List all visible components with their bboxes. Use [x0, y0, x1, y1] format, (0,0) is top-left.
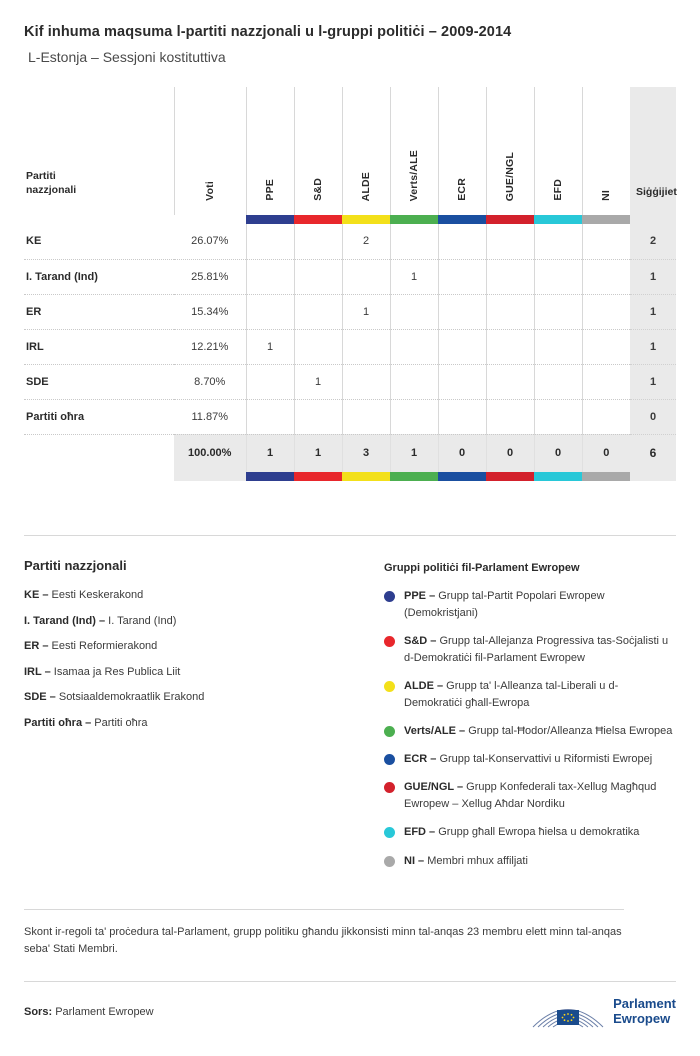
- row-seats-guengl: [486, 259, 534, 294]
- legend-national-abbr: IRL –: [24, 665, 51, 678]
- header-cell-group-1: [294, 87, 342, 215]
- row-party-name: Partiti oħra: [24, 399, 174, 434]
- row-vote-share: 12.21%: [174, 329, 246, 364]
- legend-group-color-dot: [384, 827, 395, 838]
- row-seats-efd: [534, 224, 582, 259]
- strip-bottom-vertsale: [390, 472, 438, 481]
- strip-bottom-blank-party: [24, 472, 174, 481]
- row-seats-efd: [534, 329, 582, 364]
- legend-group-abbr: ECR –: [404, 753, 437, 766]
- total-seats-ni: 0: [582, 434, 630, 472]
- row-total-seats: 0: [630, 399, 676, 434]
- group-color-strip-top: [24, 215, 676, 224]
- total-seats-alde: 3: [342, 434, 390, 472]
- row-seats-guengl: [486, 224, 534, 259]
- row-seats-guengl: [486, 329, 534, 364]
- swatch-efd: [534, 215, 582, 224]
- ep-logo-line2: Ewropew: [613, 1010, 671, 1026]
- row-vote-share: 15.34%: [174, 294, 246, 329]
- header-cell-group-5: [486, 87, 534, 215]
- swatch-bottom-guengl: [486, 472, 534, 481]
- strip-ni: [582, 215, 630, 224]
- legend-group-text: [404, 751, 652, 768]
- legend-national-title: Partiti nazzjonali: [24, 558, 127, 573]
- ep-logo-text: [613, 997, 676, 1027]
- header-cell-group-3: [390, 87, 438, 215]
- seat-distribution-table: [24, 87, 676, 481]
- swatch-bottom-sd: [294, 472, 342, 481]
- swatch-ppe: [246, 215, 294, 224]
- row-seats-ecr: [438, 294, 486, 329]
- row-seats-sd: [294, 329, 342, 364]
- total-seats-all: 6: [630, 434, 676, 472]
- row-seats-ppe: [246, 294, 294, 329]
- row-seats-vertsale: [390, 294, 438, 329]
- total-seats-sd: 1: [294, 434, 342, 472]
- swatch-guengl: [486, 215, 534, 224]
- row-seats-ppe: [246, 224, 294, 259]
- row-seats-guengl: [486, 399, 534, 434]
- row-party-name: I. Tarand (Ind): [24, 259, 174, 294]
- legend-national-item: [24, 664, 370, 681]
- row-party-name: KE: [24, 224, 174, 259]
- legend-group-color-dot: [384, 754, 395, 765]
- strip-guengl: [486, 215, 534, 224]
- votes-column-label: Voti: [204, 181, 216, 201]
- strip-blank-votes: [174, 215, 246, 224]
- header-cell-group-6: [534, 87, 582, 215]
- swatch-bottom-ecr: [438, 472, 486, 481]
- row-seats-ni: [582, 259, 630, 294]
- legend-group-abbr: ALDE –: [404, 680, 444, 693]
- legend-group-item: [384, 824, 676, 841]
- row-seats-sd: [294, 399, 342, 434]
- total-party-blank: [24, 434, 174, 472]
- row-party-name: ER: [24, 294, 174, 329]
- legend-group-color-dot: [384, 591, 395, 602]
- swatch-bottom-ppe: [246, 472, 294, 481]
- group-label-ni: NI: [600, 190, 613, 201]
- row-seats-efd: [534, 399, 582, 434]
- strip-bottom-blank-seats: [630, 472, 676, 481]
- legend-group-color-dot: [384, 856, 395, 867]
- legend-group-abbr: PPE –: [404, 590, 436, 602]
- total-seats-vertsale: 1: [390, 434, 438, 472]
- legend-national-parties: [24, 550, 384, 881]
- legend-group-text: [404, 853, 528, 870]
- legend-groups-title: Gruppi politiċi fil-Parlament Ewropew: [384, 562, 580, 574]
- legend-national-abbr: SDE –: [24, 691, 56, 703]
- source-label: Sors:: [24, 1005, 53, 1018]
- strip-blank-seats: [630, 215, 676, 224]
- legend-group-name: Grupp tal-Ħodor/Alleanza Ħielsa Ewropea: [465, 725, 673, 738]
- total-seats-ppe: 1: [246, 434, 294, 472]
- strip-ppe: [246, 215, 294, 224]
- strip-bottom-sd: [294, 472, 342, 481]
- row-seats-ecr: [438, 259, 486, 294]
- total-seats-guengl: 0: [486, 434, 534, 472]
- row-seats-ni: [582, 224, 630, 259]
- legend-group-name: Grupp tal-Allejanza Progressiva tas-Soċjalisti u d-Demokratiċi fil-Parlament Ewropew: [404, 635, 669, 665]
- group-label-guengl: GUE/NGL: [504, 151, 516, 201]
- table-header-row: [24, 87, 676, 215]
- legend-group-name: Grupp tal-Konservattivi u Riformisti Ewropej: [436, 753, 653, 766]
- ep-hemicycle-icon: [531, 994, 605, 1030]
- legend-groups-list: [384, 588, 676, 870]
- row-seats-sd: [294, 294, 342, 329]
- legend-group-color-dot: [384, 782, 395, 793]
- row-seats-vertsale: 1: [390, 259, 438, 294]
- row-seats-alde: 1: [342, 294, 390, 329]
- row-seats-ecr: [438, 329, 486, 364]
- legend-group-abbr: NI –: [404, 854, 425, 867]
- row-seats-guengl: [486, 364, 534, 399]
- row-total-seats: 1: [630, 364, 676, 399]
- header-cell-seats: [630, 87, 676, 215]
- total-seats-ecr: 0: [438, 434, 486, 472]
- legend-group-name: Grupp Konfederali tax-Xellug Magħqud Ewropew – Xellug Aħdar Nordiku: [404, 781, 657, 811]
- strip-bottom-ni: [582, 472, 630, 481]
- legend-group-name: Grupp għall Ewropa ħielsa u demokratika: [435, 826, 640, 839]
- row-seats-ni: [582, 364, 630, 399]
- swatch-sd: [294, 215, 342, 224]
- legend-group-abbr: S&D –: [404, 635, 437, 648]
- legend-national-abbr: KE –: [24, 589, 49, 601]
- swatch-vertsale: [390, 215, 438, 224]
- row-seats-sd: [294, 224, 342, 259]
- legend-group-color-dot: [384, 681, 395, 692]
- row-seats-guengl: [486, 294, 534, 329]
- strip-bottom-ecr: [438, 472, 486, 481]
- strip-sd: [294, 215, 342, 224]
- row-party-name: IRL: [24, 329, 174, 364]
- group-label-sd: S&D: [312, 178, 324, 201]
- legend-group-text: [404, 723, 672, 740]
- header-cell-group-2: [342, 87, 390, 215]
- row-seats-efd: [534, 364, 582, 399]
- legend-national-abbr: ER –: [24, 640, 49, 652]
- row-seats-sd: 1: [294, 364, 342, 399]
- ep-flag-icon: [531, 994, 605, 1030]
- row-seats-ppe: [246, 259, 294, 294]
- legend-national-item: [24, 689, 370, 706]
- row-seats-vertsale: [390, 364, 438, 399]
- legend-group-abbr: GUE/NGL –: [404, 781, 464, 794]
- legend-national-name: Eesti Keskerakond: [48, 589, 144, 601]
- strip-bottom-alde: [342, 472, 390, 481]
- row-seats-efd: [534, 259, 582, 294]
- source-row: [24, 981, 676, 1030]
- legend-national-name: Eesti Reformierakond: [48, 640, 158, 652]
- page-title: Kif inhuma maqsuma l-partiti nazzjonali u l-gruppi politiċi – 2009-2014: [24, 24, 512, 40]
- table-row: [24, 364, 676, 399]
- ep-logo: [531, 994, 676, 1030]
- legend-national-item: [24, 715, 370, 732]
- swatch-ecr: [438, 215, 486, 224]
- footer-note: Skont ir-regoli ta' proċedura tal-Parlament, grupp politiku għandu jikkonsisti minn tal-anqas 23 membru elett minn tal-anqas seba' Stati Membri.: [24, 909, 624, 959]
- header-cell-party: [24, 87, 174, 215]
- swatch-bottom-alde: [342, 472, 390, 481]
- legend-national-item: [24, 587, 370, 604]
- legend-national-name: Sotsiaaldemokraatlik Erakond: [55, 691, 205, 703]
- row-total-seats: 1: [630, 294, 676, 329]
- legend-group-text: [404, 633, 676, 667]
- legend-national-item: [24, 638, 370, 655]
- legend-section: [24, 535, 676, 881]
- legend-group-name: Grupp tal-Partit Popolari Ewropew (Demokristjani): [404, 590, 605, 620]
- row-seats-alde: [342, 259, 390, 294]
- row-seats-vertsale: [390, 329, 438, 364]
- party-column-label: Partiti nazzjonali: [26, 169, 77, 196]
- swatch-bottom-ni: [582, 472, 630, 481]
- source-value: Parlament Ewropew: [55, 1005, 154, 1018]
- row-total-seats: 1: [630, 259, 676, 294]
- strip-alde: [342, 215, 390, 224]
- row-seats-vertsale: [390, 224, 438, 259]
- row-vote-share: 8.70%: [174, 364, 246, 399]
- table-row: [24, 399, 676, 434]
- strip-bottom-guengl: [486, 472, 534, 481]
- group-color-strip-bottom: [24, 472, 676, 481]
- table-row: [24, 224, 676, 259]
- header-cell-votes: [174, 87, 246, 215]
- group-label-efd: EFD: [552, 179, 564, 201]
- legend-national-item: [24, 613, 370, 630]
- row-seats-ni: [582, 294, 630, 329]
- legend-national-name: I. Tarand (Ind): [105, 614, 177, 627]
- legend-national-name: Partiti oħra: [91, 716, 148, 729]
- legend-national-abbr: Partiti oħra –: [24, 716, 92, 729]
- row-seats-ppe: [246, 399, 294, 434]
- legend-national-name: Isamaa ja Res Publica Liit: [50, 665, 181, 678]
- legend-group-item: [384, 751, 676, 768]
- legend-group-item: [384, 723, 676, 740]
- row-total-seats: 2: [630, 224, 676, 259]
- row-total-seats: 1: [630, 329, 676, 364]
- strip-bottom-ppe: [246, 472, 294, 481]
- row-seats-vertsale: [390, 399, 438, 434]
- legend-group-text: [404, 824, 639, 841]
- row-vote-share: 25.81%: [174, 259, 246, 294]
- legend-group-color-dot: [384, 726, 395, 737]
- row-seats-ppe: 1: [246, 329, 294, 364]
- group-label-vertsale: Verts/ALE: [408, 149, 420, 201]
- legend-group-text: [404, 779, 676, 813]
- row-seats-sd: [294, 259, 342, 294]
- swatch-ni: [582, 215, 630, 224]
- legend-group-abbr: EFD –: [404, 826, 436, 839]
- row-seats-ecr: [438, 399, 486, 434]
- group-label-ecr: ECR: [456, 178, 468, 201]
- group-label-alde: ALDE: [360, 171, 372, 201]
- group-label-ppe: PPE: [264, 179, 276, 201]
- row-vote-share: 11.87%: [174, 399, 246, 434]
- legend-group-name: Grupp ta' l-Alleanza tal-Liberali u d-Demokratiċi għall-Ewropa: [404, 680, 619, 710]
- row-seats-ni: [582, 399, 630, 434]
- source-text: [24, 1006, 154, 1018]
- legend-group-text: [404, 678, 676, 712]
- table-row: [24, 329, 676, 364]
- row-seats-ecr: [438, 224, 486, 259]
- row-seats-efd: [534, 294, 582, 329]
- row-seats-alde: [342, 399, 390, 434]
- total-vote-share: 100.00%: [174, 434, 246, 472]
- row-seats-alde: [342, 329, 390, 364]
- header-cell-group-7: [582, 87, 630, 215]
- table-total-row: [24, 434, 676, 472]
- strip-ecr: [438, 215, 486, 224]
- ep-logo-line1: Parlament: [613, 995, 676, 1011]
- row-seats-ecr: [438, 364, 486, 399]
- legend-group-item: [384, 588, 676, 622]
- legend-group-item: [384, 853, 676, 870]
- strip-blank-party: [24, 215, 174, 224]
- legend-group-text: [404, 588, 676, 622]
- strip-bottom-efd: [534, 472, 582, 481]
- strip-bottom-blank-votes: [174, 472, 246, 481]
- strip-vertsale: [390, 215, 438, 224]
- legend-group-item: [384, 779, 676, 813]
- legend-group-abbr: Verts/ALE –: [404, 725, 466, 738]
- legend-national-list: [24, 587, 370, 731]
- header-cell-group-4: [438, 87, 486, 215]
- table-row: [24, 294, 676, 329]
- swatch-bottom-vertsale: [390, 472, 438, 481]
- row-seats-ni: [582, 329, 630, 364]
- legend-national-abbr: I. Tarand (Ind) –: [24, 614, 106, 627]
- row-seats-alde: 2: [342, 224, 390, 259]
- legend-political-groups: [384, 550, 676, 881]
- legend-group-name: Membri mhux affiljati: [424, 854, 528, 867]
- swatch-bottom-efd: [534, 472, 582, 481]
- strip-efd: [534, 215, 582, 224]
- swatch-alde: [342, 215, 390, 224]
- row-seats-ppe: [246, 364, 294, 399]
- row-seats-alde: [342, 364, 390, 399]
- table-row: [24, 259, 676, 294]
- seats-column-label: Siġġijiet: [636, 185, 677, 198]
- total-seats-efd: 0: [534, 434, 582, 472]
- row-vote-share: 26.07%: [174, 224, 246, 259]
- legend-group-item: [384, 678, 676, 712]
- legend-group-color-dot: [384, 636, 395, 647]
- page-subtitle: L-Estonja – Sessjoni kostituttiva: [28, 49, 226, 65]
- legend-group-item: [384, 633, 676, 667]
- row-party-name: SDE: [24, 364, 174, 399]
- header-cell-group-0: [246, 87, 294, 215]
